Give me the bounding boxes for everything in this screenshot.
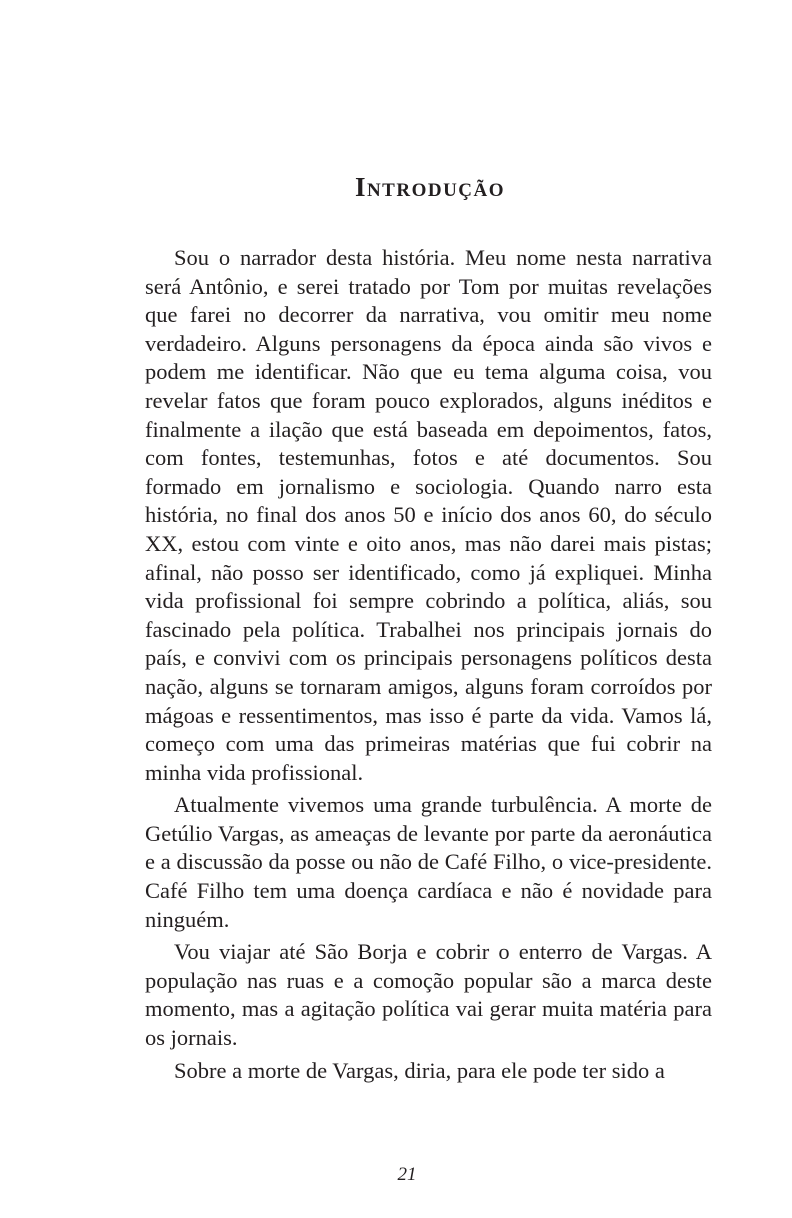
paragraph: Atualmente vivemos uma grande turbulência. A morte de Getúlio Vargas, as ameaças de levante por parte da aeronáutica e a discussão da posse ou não de Café Filho, o vice-presidente. Café Filho tem uma doença cardíaca e não é novidade para ninguém. [145,792,712,932]
page-number: 21 [397,1164,417,1185]
paragraph: Sobre a morte de Vargas, diria, para ele pode ter sido a [174,1057,665,1083]
paragraph: Sou o narrador desta história. Meu nome nesta narrativa será Antônio, e serei tratado por Tom por muitas revelações que farei no decorrer da narrativa, vou omitir meu nome verdadeiro. Alguns personagens da época ainda são vivos e podem me identificar. Não que eu tema alguma coisa, vou revelar fatos que foram pouco explorados, alguns inéditos e finalmente a ilação que está baseada em depoimentos, fatos, com fontes, testemunhas, fotos e até documentos. Sou formado em jornalismo e sociologia. Quando narro esta história, no final dos anos 50 e início dos anos 60, do século XX, estou com vinte e oito anos, mas não darei mais pistas; afinal, não posso ser identificado, como já expliquei. Minha vida profissional foi sempre cobrindo a política, aliás, sou fascinado pela política. Trabalhei nos principais jornais do país, e convivi com os principais personagens políticos desta nação, alguns se tornaram amigos, alguns foram corroídos por mágoas e ressentimentos, mas isso é parte da vida. Vamos lá, começo com uma das primeiras matérias que fui cobrir na minha vida profissional. [145,245,712,785]
paragraph: Vou viajar até São Borja e cobrir o enterro de Vargas. A população nas ruas e a comoção popular são a marca deste momento, mas a agitação política vai gerar muita matéria para os jornais. [145,939,712,1051]
chapter-title: Introdução [354,172,506,202]
body-text [145,244,712,1089]
